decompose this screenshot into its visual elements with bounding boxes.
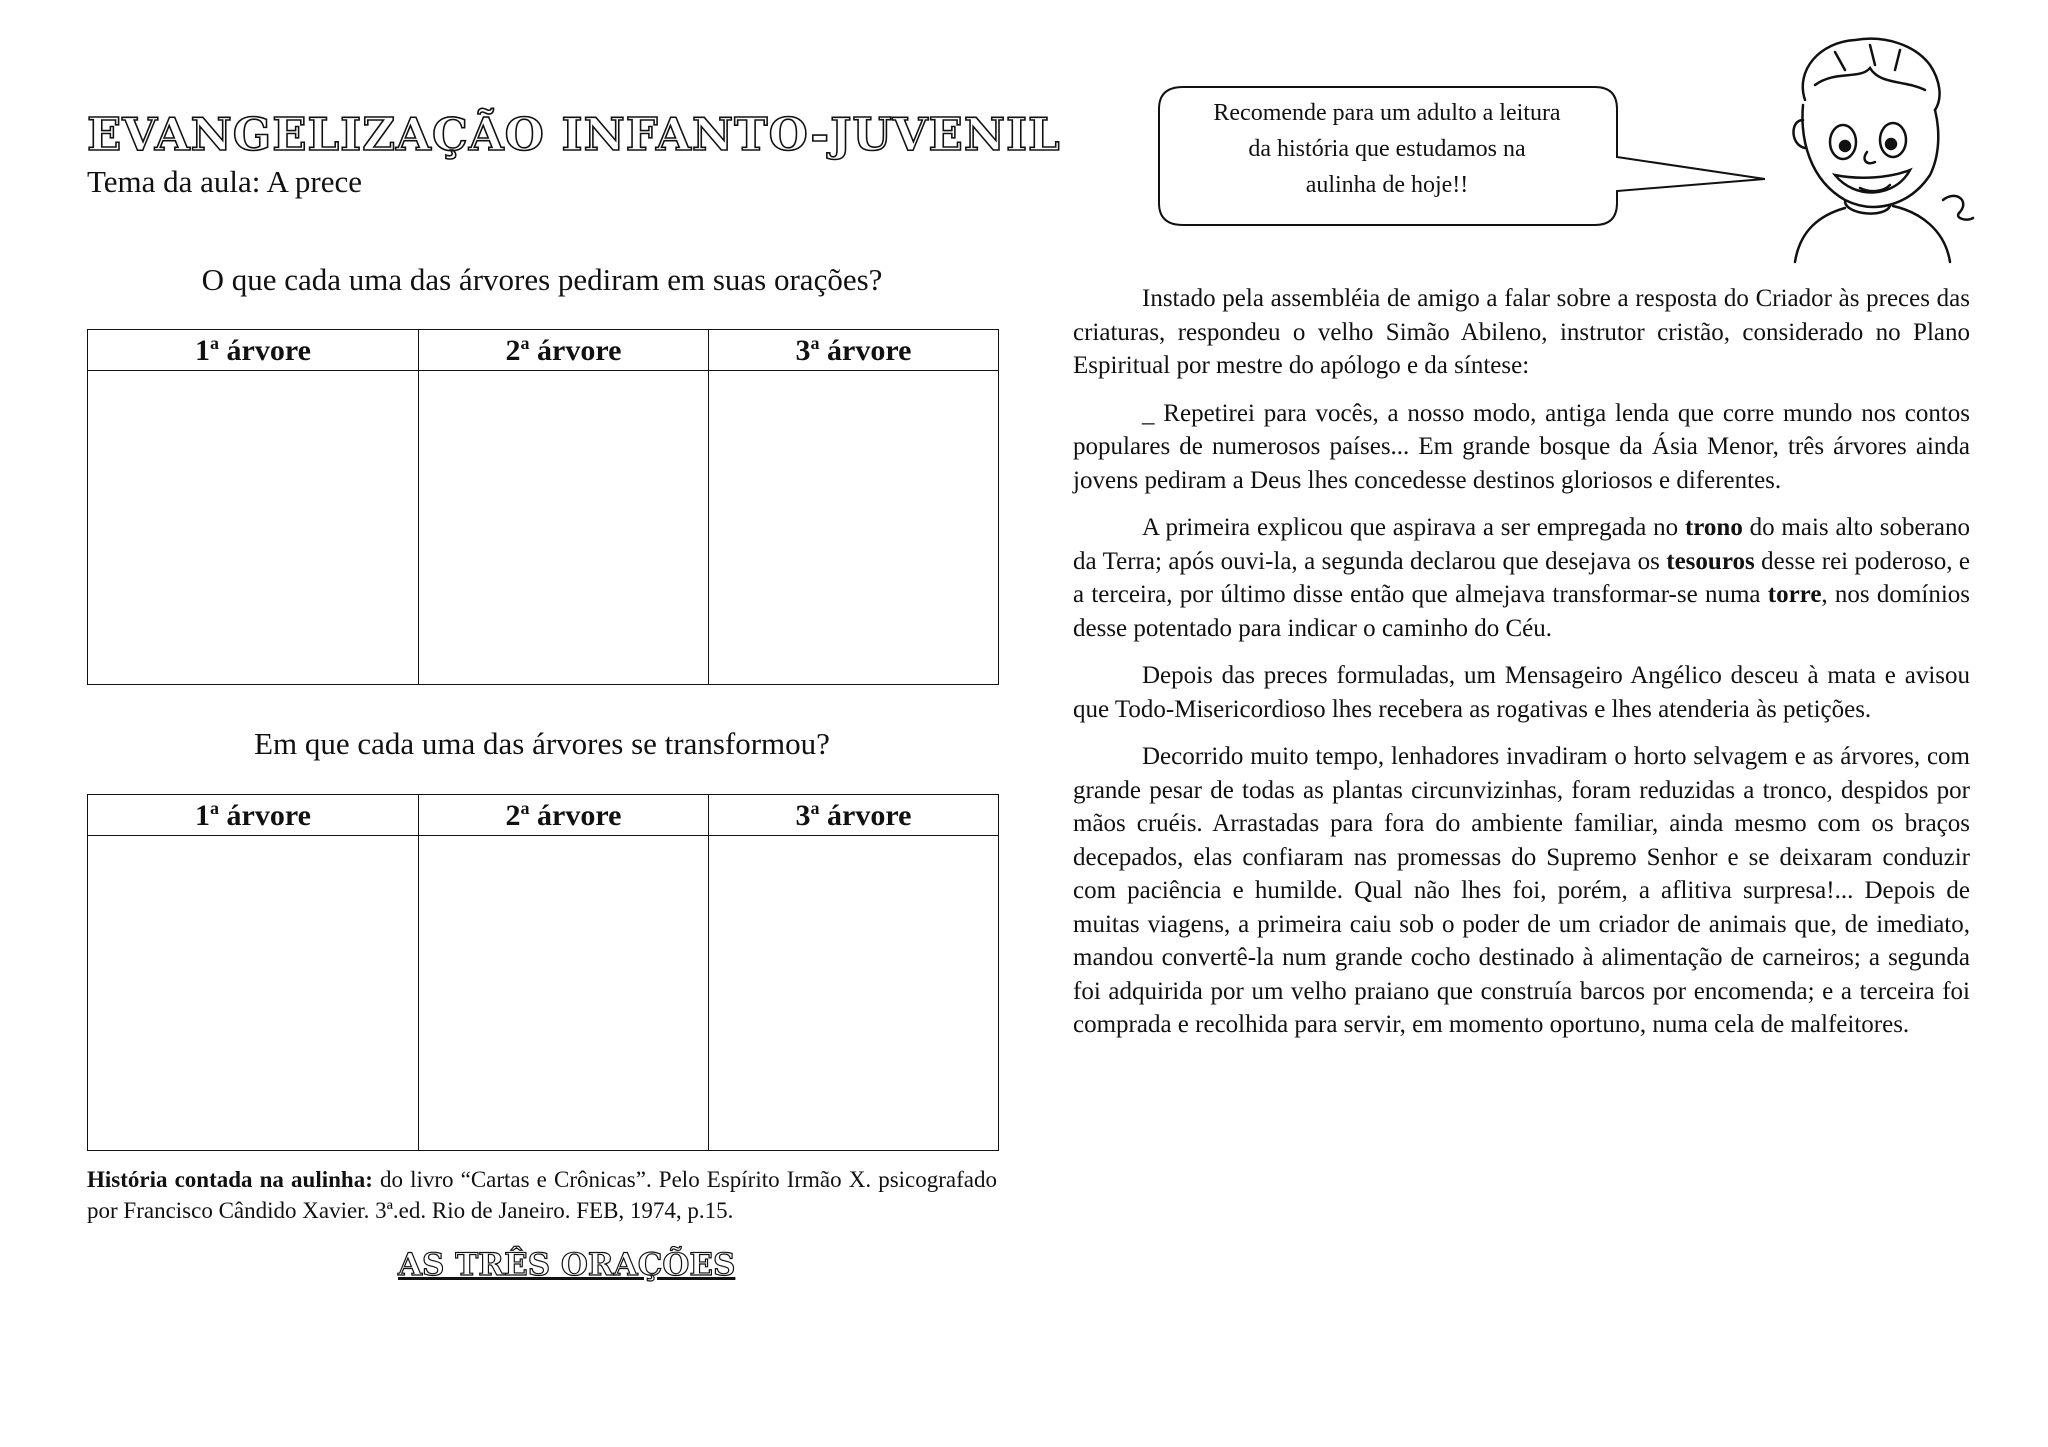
answer-cell-tree-2[interactable] [419, 371, 709, 685]
answer-cell-tree-2[interactable] [419, 836, 709, 1151]
question-1: O que cada uma das árvores pediram em suas orações? [201, 262, 883, 297]
answer-cell-tree-3[interactable] [709, 371, 999, 685]
source-label: História contada na aulinha: [87, 1167, 373, 1192]
smiling-boy-icon [1775, 30, 1975, 265]
column-header-tree-3: 3$^a$ árvore [709, 330, 999, 371]
lesson-theme: Tema da aula: A prece [87, 164, 362, 199]
story-paragraph: A primeira explicou que aspirava a ser empregada no trono do mais alto soberano da Terra; após ouvi-la, a segunda declarou que desejava os tesouros desse rei poderoso, e a terceira, por último disse então que almejava transformar-se numa torre, nos domínios desse potentado para indicar o caminho do Céu. [1073, 514, 1970, 642]
table-header-row [88, 330, 999, 371]
answer-cell-tree-3[interactable] [709, 836, 999, 1151]
table-header-row [88, 795, 999, 836]
column-header-tree-1: 1$^a$ árvore [88, 330, 419, 371]
emphasis-tesouros: tesouros [1666, 547, 1755, 575]
prayers-table [87, 329, 999, 685]
story-title: AS TRÊS ORAÇÕES [398, 1247, 736, 1283]
emphasis-trono: trono [1684, 514, 1743, 541]
answer-row [88, 836, 999, 1151]
answer-cell-tree-1[interactable] [88, 371, 419, 685]
column-header-tree-3: 3$^a$ árvore [709, 795, 999, 836]
transformations-table [87, 794, 999, 1151]
story-paragraph: _ Repetirei para vocês, a nosso modo, antiga lenda que corre mundo nos contos populares de numerosos países... Em grande bosque da Ásia Menor, três árvores ainda jovens pediram a Deus lhes concedesse destinos gloriosos e diferentes. [1073, 399, 1970, 494]
story-text [1073, 282, 1970, 1056]
bubble-line: da história que estudamos na [1248, 136, 1526, 162]
question-2: Em que cada uma das árvores se transformou? [254, 726, 830, 761]
bubble-text [1172, 95, 1602, 203]
column-header-tree-2: 2$^a$ árvore [419, 795, 709, 836]
column-header-tree-2: 2$^a$ árvore [419, 330, 709, 371]
main-title: EVANGELIZAÇÃO INFANTO-JUVENIL [87, 108, 1061, 161]
story-paragraph: Decorrido muito tempo, lenhadores invadiram o horto selvagem e as árvores, com grande pesar de todas as plantas circunvizinhas, foram reduzidas a tronco, despidos por mãos cruéis. Arrastadas para fora do ambiente familiar, ainda mesmo com os braços decepados, elas confiaram nas promessas do Supremo Senhor e se deixaram conduzir com paciência e humilde. Qual não lhes foi, porém, a aflitiva surpresa!... Depois de muitas viagens, a primeira caiu sob o poder de um criador de animais que, de imediato, mandou convertê-la num grande cocho destinado à alimentação de carneiros; a segunda foi adquirida por um velho praiano que construía barcos por encomenda; e a terceira foi comprada e recolhida para servir, em momento oportuno, numa cela de malfeitores. [1073, 743, 1970, 1038]
source-text: do livro “Cartas e Crônicas”. Pelo Espírito Irmão X. psicografado por Francisco Cândido Xavier. 3ª.ed. Rio de Janeiro. FEB, 1974, p.15. [87, 1167, 997, 1223]
story-paragraph: Instado pela assembléia de amigo a falar sobre a resposta do Criador às preces das criaturas, respondeu o velho Simão Abileno, instrutor cristão, considerado no Plano Espiritual por mestre do apólogo e da síntese: [1073, 285, 1970, 379]
answer-row [88, 371, 999, 685]
story-source [87, 1164, 997, 1226]
story-paragraph: Depois das preces formuladas, um Mensageiro Angélico desceu à mata e avisou que Todo-Misericordioso lhes recebera as rogativas e lhes atenderia às petições. [1073, 662, 1970, 723]
bubble-line: Recomende para um adulto a leitura [1213, 100, 1561, 126]
answer-cell-tree-1[interactable] [88, 836, 419, 1151]
emphasis-torre: torre [1767, 581, 1822, 608]
column-header-tree-1: 1$^a$ árvore [88, 795, 419, 836]
bubble-line: aulinha de hoje!! [1305, 172, 1469, 198]
